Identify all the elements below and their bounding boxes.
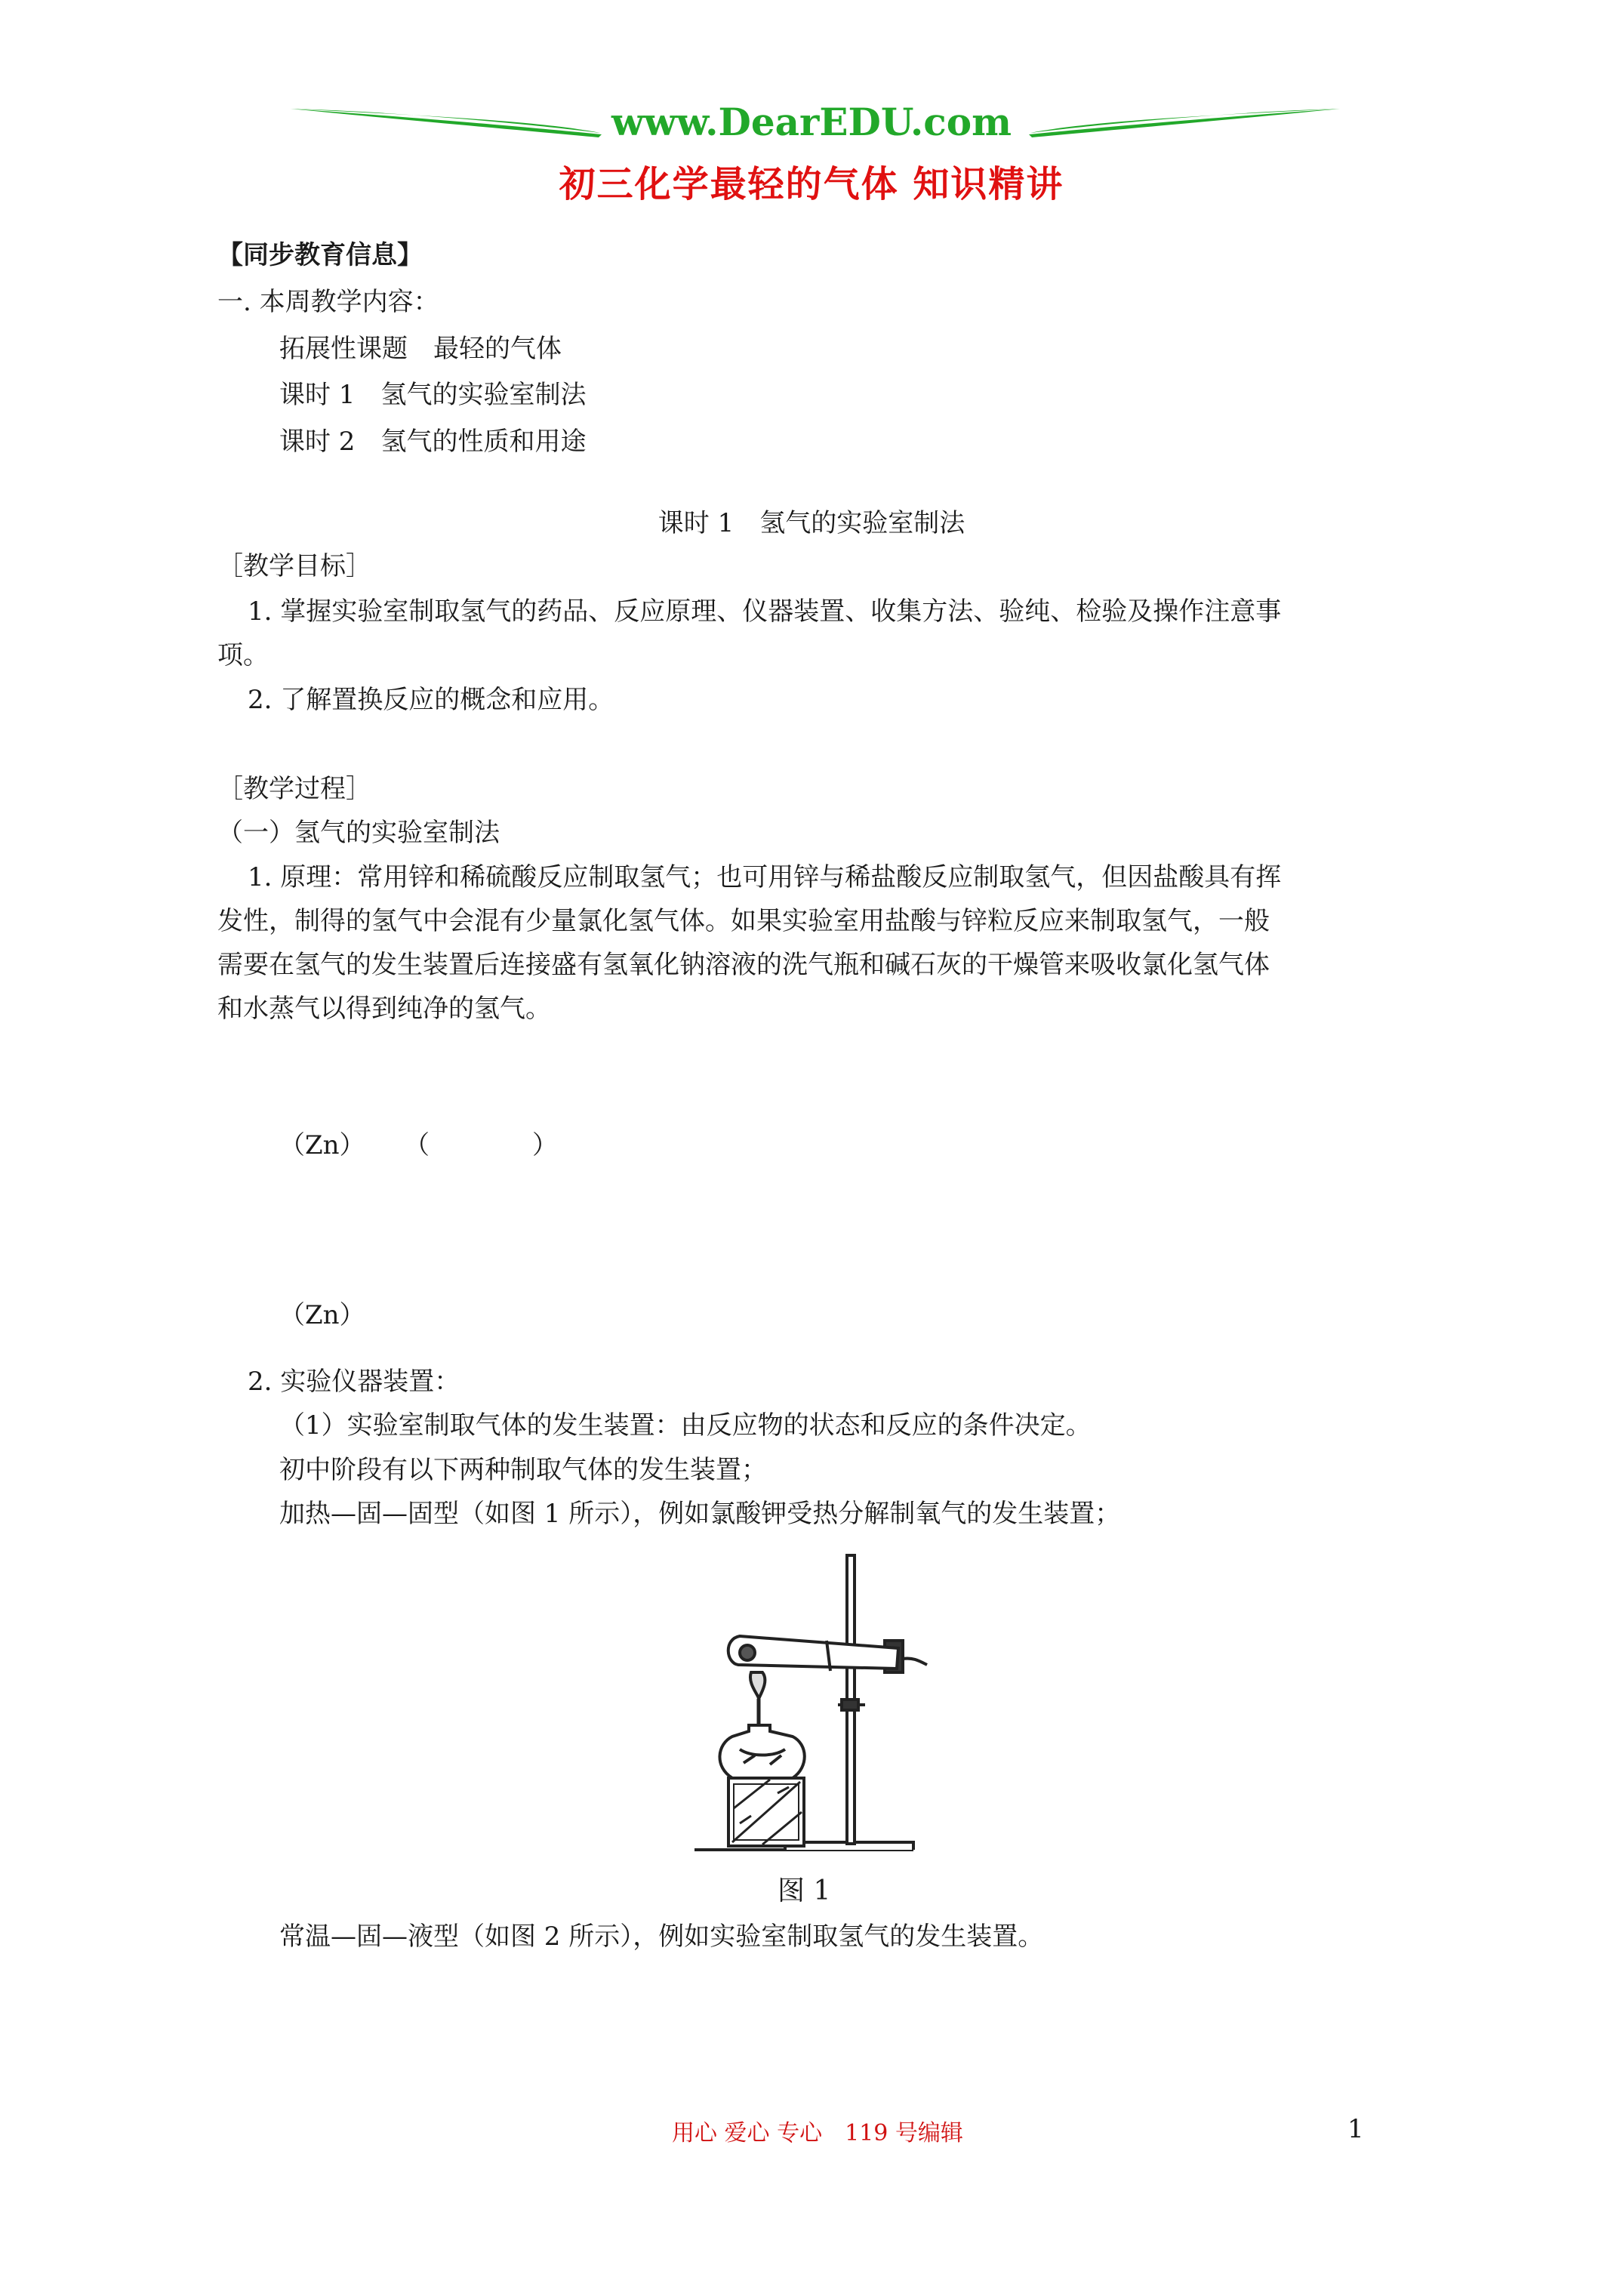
apparatus-2: 初中阶段有以下两种制取气体的发生装置；: [279, 1455, 767, 1485]
apparatus-1: （1）实验室制取气体的发生装置：由反应物的状态和反应的条件决定。: [279, 1410, 1092, 1441]
page-number: 1: [1347, 2114, 1364, 2144]
figure-1-heating-apparatus: [687, 1552, 974, 1861]
week-item-2: 课时 1 氢气的实验室制法: [279, 380, 587, 410]
goal-1-line2: 项。: [217, 640, 269, 670]
week-item-1: 拓展性课题 最轻的气体: [279, 334, 562, 364]
principle-line4: 和水蒸气以得到纯净的氢气。: [217, 994, 551, 1024]
process-sub1: （一）氢气的实验室制法: [217, 818, 500, 848]
section-info-heading: 【同步教育信息】: [217, 240, 423, 270]
principle-line3: 需要在氢气的发生装置后连接盛有氢氧化钠溶液的洗气瓶和碱石灰的干燥管来吸收氯化氢气体: [217, 950, 1270, 980]
site-url: www.DearEDU.com: [611, 100, 1012, 144]
equation2-zn: （Zn）: [279, 1300, 365, 1330]
week-item-3: 课时 2 氢气的性质和用途: [279, 427, 587, 457]
process-heading: ［教学过程］: [217, 774, 371, 804]
page-title: 初三化学最轻的气体 知识精讲: [559, 163, 1064, 205]
equation1-paren: （ ）: [404, 1130, 558, 1160]
apparatus-heading: 2. 实验仪器装置：: [248, 1367, 460, 1397]
week-content-heading: 一. 本周教学内容：: [217, 287, 439, 317]
goal-2: 2. 了解置换反应的概念和应用。: [248, 685, 614, 715]
apparatus-3: 加热—固—固型（如图 1 所示），例如氯酸钾受热分解制氧气的发生装置；: [279, 1499, 1121, 1529]
figure-1-label: 图 1: [778, 1875, 831, 1906]
goals-heading: ［教学目标］: [217, 551, 371, 581]
lesson1-title: 课时 1 氢气的实验室制法: [658, 508, 965, 538]
equation1-zn: （Zn）: [279, 1130, 365, 1160]
principle-line1: 1. 原理：常用锌和稀硫酸反应制取氢气；也可用锌与稀盐酸反应制取氢气，但因盐酸具有挥: [248, 862, 1282, 892]
apparatus-4: 常温—固—液型（如图 2 所示），例如实验室制取氢气的发生装置。: [279, 1922, 1044, 1952]
goal-1-line1: 1. 掌握实验室制取氢气的药品、反应原理、仪器装置、收集方法、验纯、检验及操作注意事: [248, 596, 1282, 627]
footer-text: 用心 爱心 专心 119 号编辑: [672, 2120, 963, 2147]
principle-line2: 发性，制得的氢气中会混有少量氯化氢气体。如果实验室用盐酸与锌粒反应来制取氢气，一般: [217, 906, 1270, 936]
